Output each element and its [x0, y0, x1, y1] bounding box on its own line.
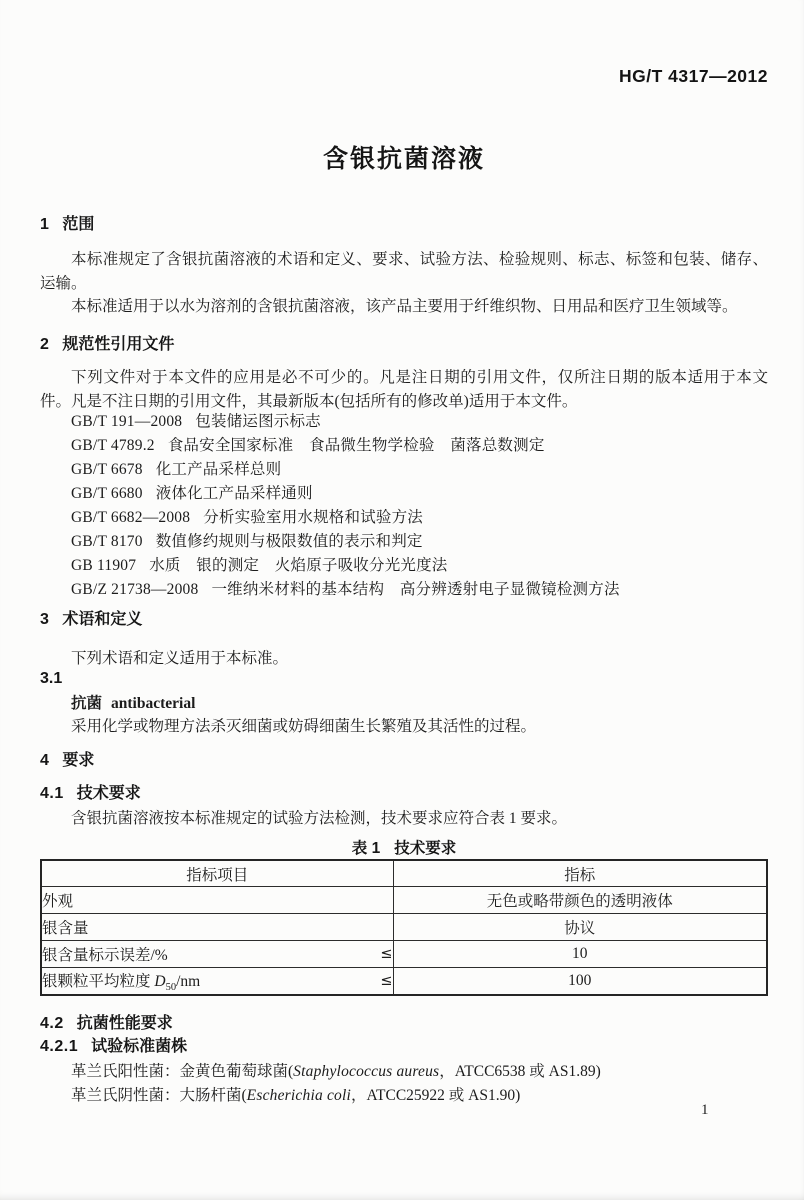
- section-1-heading: [40, 215, 768, 235]
- normative-references-list: [40, 410, 799, 602]
- term-definition: 采用化学或物理方法杀灭细菌或妨碍细菌生长繁殖及其活性的过程。: [71, 718, 537, 735]
- section-4-1-number: 4.1: [40, 785, 64, 802]
- less-than-or-equal-symbol: ≤: [380, 946, 393, 962]
- reference-item: [71, 482, 799, 506]
- section-4-2-title: 抗菌性能要求: [76, 1015, 173, 1032]
- d50-symbol: D: [154, 972, 166, 990]
- section-3-title: 术语和定义: [62, 611, 143, 628]
- reference-item: [71, 578, 799, 602]
- doc-number: HG/T 4317—2012: [618, 66, 768, 86]
- row-item-value: 100: [393, 968, 767, 996]
- section-1-paragraph-2: 本标准适用于以水为溶剂的含银抗菌溶液，该产品主要用于纤维织物、日用品和医疗卫生领域等。: [71, 298, 738, 315]
- table-1-caption-title: 技术要求: [394, 840, 457, 857]
- section-2-intro: 下列文件对于本文件的应用是必不可少的。凡是注日期的引用文件，仅所注日期的版本适用于本文件。凡是不注日期的引用文件，其最新版本(包括所有的修改单)适用于本文件。: [40, 369, 768, 410]
- section-3-intro: 下列术语和定义适用于本标准。: [71, 650, 289, 667]
- section-1-title: 范围: [62, 216, 95, 233]
- table-row: [41, 887, 767, 914]
- reference-title: 分析实验室用水规格和试验方法: [203, 509, 424, 526]
- section-4-2-1-heading: [40, 1037, 768, 1057]
- reference-code: GB/T 4789.2: [71, 437, 155, 454]
- species-name-staphylococcus: Staphylococcus aureus: [293, 1063, 440, 1080]
- reference-code: GB/Z 21738—2008: [71, 581, 199, 598]
- table-header-row: [41, 860, 767, 887]
- reference-code: GB/T 6678: [71, 461, 143, 478]
- section-1-paragraph-1: 本标准规定了含银抗菌溶液的术语和定义、要求、试验方法、检验规则、标志、标签和包装、储存、运输。: [40, 251, 768, 292]
- reference-title: 食品安全国家标准 食品微生物学检验 菌落总数测定: [167, 437, 545, 454]
- section-4-2-1-number: 4.2.1: [40, 1038, 79, 1055]
- reference-code: GB/T 6682—2008: [71, 509, 191, 526]
- reference-item: [71, 410, 799, 434]
- row-item-label: 银含量: [42, 920, 89, 937]
- section-4-2-heading: [40, 1014, 768, 1034]
- row-item-value: 10: [393, 941, 767, 968]
- table-row: [41, 968, 767, 996]
- row-item-value: 无色或略带颜色的透明液体: [393, 887, 767, 914]
- doc-title: 含银抗菌溶液: [322, 145, 485, 173]
- reference-title: 数值修约规则与极限数值的表示和判定: [155, 533, 423, 550]
- reference-code: GB/T 8170: [71, 533, 143, 550]
- row-item-label: 银颗粒平均粒度 $D_{50}/nm$: [42, 972, 201, 994]
- table-header-index-column: 指标: [393, 860, 767, 887]
- species-name-escherichia: Escherichia coli: [246, 1087, 352, 1104]
- section-4-number: 4: [40, 752, 50, 769]
- gram-negative-line: 革兰氏阴性菌：大肠杆菌(Escherichia coli，ATCC25922 或 AS1.90): [71, 1087, 521, 1104]
- table-row: [41, 914, 767, 941]
- table-1-caption: [40, 836, 768, 858]
- term-item-number: 3.1: [40, 670, 63, 687]
- reference-item: [71, 434, 799, 458]
- section-3-number: 3: [40, 611, 50, 628]
- row-item-value: 协议: [393, 914, 767, 941]
- section-4-title: 要求: [62, 752, 95, 769]
- section-4-1-heading: [40, 784, 768, 804]
- reference-title: 一维纳米材料的基本结构 高分辨透射电子显微镜检测方法: [211, 581, 620, 598]
- table-1-caption-label: 表 1: [351, 840, 381, 857]
- reference-code: GB 11907: [71, 557, 137, 574]
- d50-subscript: 50: [165, 982, 177, 994]
- row-item-label: 外观: [42, 893, 74, 910]
- row-item-label: 银含量标示误差/%: [42, 947, 168, 964]
- reference-title: 液体化工产品采样通则: [155, 485, 313, 502]
- reference-code: GB/T 6680: [71, 485, 143, 502]
- section-3-heading: [40, 610, 768, 630]
- term-chinese: 抗菌: [71, 695, 103, 712]
- reference-item: [71, 506, 799, 530]
- term-english: antibacterial: [111, 695, 196, 712]
- reference-title: 水质 银的测定 火焰原子吸收分光光度法: [149, 557, 448, 574]
- section-4-2-number: 4.2: [40, 1015, 64, 1032]
- section-4-heading: [40, 751, 768, 771]
- section-4-1-title: 技术要求: [76, 785, 141, 802]
- section-4-2-1-title: 试验标准菌株: [91, 1038, 188, 1055]
- less-than-or-equal-symbol: ≤: [380, 973, 393, 989]
- table-1-technical-requirements: [40, 859, 768, 996]
- page-number: 1: [701, 1102, 709, 1118]
- reference-title: 化工产品采样总则: [155, 461, 282, 478]
- reference-title: 包装储运图示标志: [195, 413, 321, 430]
- reference-item: [71, 530, 799, 554]
- section-1-number: 1: [40, 216, 50, 233]
- term-line: [40, 692, 799, 716]
- reference-code: GB/T 191—2008: [71, 413, 183, 430]
- table-header-item-column: 指标项目: [41, 860, 393, 887]
- section-4-1-text: 含银抗菌溶液按本标准规定的试验方法检测，技术要求应符合表 1 要求。: [71, 810, 568, 827]
- section-2-number: 2: [40, 336, 50, 353]
- section-2-title: 规范性引用文件: [62, 336, 175, 353]
- doc-header: [40, 66, 768, 87]
- gram-positive-line: 革兰氏阳性菌：金黄色葡萄球菌(Staphylococcus aureus，ATCC6538 或 AS1.89): [71, 1063, 601, 1080]
- table-row: [41, 941, 767, 968]
- reference-item: [71, 554, 799, 578]
- reference-item: [71, 458, 799, 482]
- section-2-heading: [40, 335, 768, 355]
